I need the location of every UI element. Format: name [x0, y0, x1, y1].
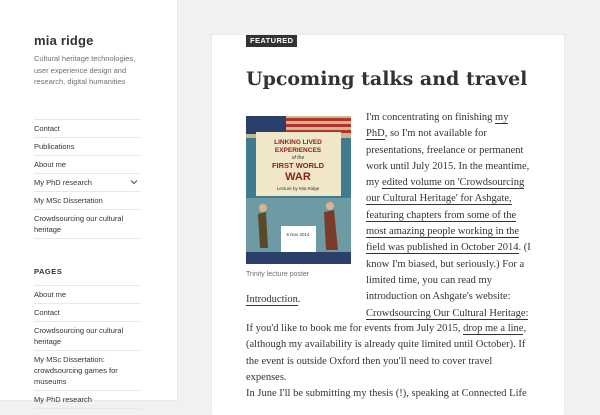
poster-illustration — [246, 116, 351, 264]
paragraph-text: , so I'm not available for presentations, freelance or permanent work until July 2015. In the meantime, my — [366, 128, 530, 189]
main-navigation — [34, 119, 141, 239]
poster-line: of the — [291, 155, 305, 161]
paragraph-text: I'm concentrating on finishing — [366, 112, 496, 123]
nav-item-contact[interactable] — [34, 119, 141, 137]
pages-widget-heading: PAGES — [34, 267, 63, 276]
page-link-label: My PhD research — [34, 395, 92, 404]
page-link-crowdsourcing[interactable] — [34, 321, 141, 350]
page-link-about-me[interactable] — [34, 285, 141, 303]
poster-line: FIRST WORLD — [271, 161, 325, 170]
page-link-label: Crowdsourcing our cultural heritage — [34, 326, 124, 346]
ashgate-introduction-link[interactable]: Crowdsourcing Our Cultural Heritage: — [366, 307, 529, 319]
nav-item-label: Crowdsourcing our cultural heritage — [34, 214, 124, 234]
nav-item-msc-dissertation[interactable] — [34, 191, 141, 209]
phd-link[interactable]: my PhD — [366, 112, 509, 140]
poster-line: EXPERIENCES — [274, 147, 322, 154]
nav-item-label: Publications — [34, 142, 75, 151]
poster-caption: Trinity lecture poster — [246, 271, 310, 278]
post-title[interactable]: Upcoming talks and travel — [246, 68, 528, 90]
page-link-label: About me — [34, 290, 67, 299]
page-link-label: My MSc Dissertation: crowdsourcing games for museums — [34, 355, 118, 386]
post-paragraph-1-continued — [246, 292, 536, 308]
poster-line: WAR — [285, 171, 311, 183]
nav-item-about-me[interactable] — [34, 155, 141, 173]
pages-widget-list — [34, 285, 141, 409]
nav-item-label: My PhD research — [34, 178, 92, 187]
paragraph-text: If you'd like to book me for events from July 2015, — [246, 323, 464, 334]
site-title[interactable]: mia ridge — [34, 33, 94, 48]
poster-figure — [246, 116, 353, 279]
paragraph-text: , (although my availability is already quite limited until October). If the event is outside Oxford then you'll need to cover travel expenses. — [246, 323, 527, 383]
edited-volume-link[interactable]: edited volume on 'Crowdsourcing our Cultural Heritage' for Ashgate, featuring chapters from some of the most amazing people working in the field was published in October 2014 — [366, 177, 525, 254]
page-link-contact[interactable] — [34, 303, 141, 321]
nav-item-label: About me — [34, 160, 67, 169]
chevron-down-icon[interactable] — [127, 175, 141, 189]
post-card — [212, 35, 564, 415]
nav-item-phd-research[interactable] — [34, 173, 141, 191]
nav-item-publications[interactable] — [34, 137, 141, 155]
ashgate-introduction-link-continued[interactable]: Introduction — [246, 294, 298, 305]
paragraph-text: . — [297, 294, 301, 305]
site-description: Cultural heritage technologies, user experience design and research, digital humanities — [34, 54, 136, 86]
paragraph-text: In June I'll be submitting my thesis (!), speaking at Connected Life — [246, 388, 527, 399]
sidebar — [0, 0, 177, 404]
nav-item-label: Contact — [34, 124, 60, 133]
poster-image[interactable] — [246, 116, 351, 264]
poster-line: 6 Nov 2014 — [286, 232, 310, 237]
page-link-msc-dissertation[interactable] — [34, 350, 141, 390]
featured-badge: FEATURED — [246, 35, 297, 47]
paragraph-text: . (I know I'm biased, but seriously.) For a limited time, you can read my introduction on Ashgate's website: — [366, 242, 531, 303]
post-paragraph-2 — [246, 321, 531, 386]
page-link-label: Contact — [34, 308, 60, 317]
post-paragraph-1 — [366, 110, 531, 322]
nav-item-label: My MSc Dissertation — [34, 196, 103, 205]
nav-item-crowdsourcing[interactable] — [34, 209, 141, 239]
poster-line: LINKING LIVED — [274, 139, 322, 146]
contact-link[interactable]: drop me a line — [463, 323, 524, 334]
poster-line: Lecture by Mia Ridge — [276, 186, 320, 191]
